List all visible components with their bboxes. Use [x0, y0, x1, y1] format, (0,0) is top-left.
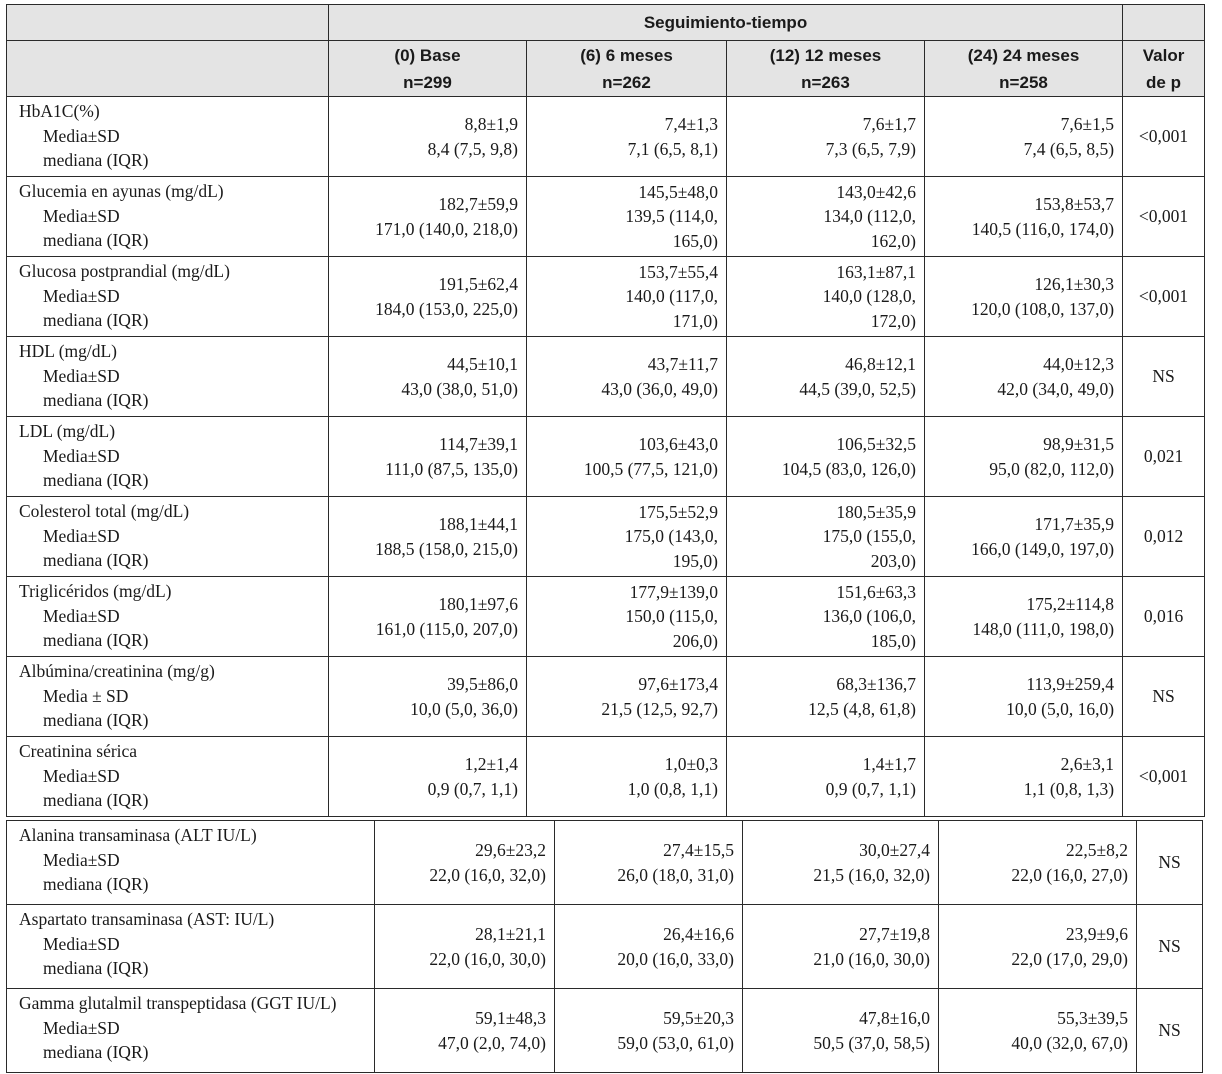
value-line: 22,0 (17,0, 29,0): [1011, 948, 1128, 969]
value-cell: [329, 177, 527, 257]
value-line: 47,0 (2,0, 74,0): [438, 1032, 546, 1053]
value-line: 126,1±30,3: [1034, 274, 1115, 294]
value-line: 113,9±259,4: [1026, 674, 1115, 694]
value-cell: [329, 737, 527, 817]
value-line: 21,5 (12,5, 92,7): [601, 698, 718, 719]
row-sublabel-median: mediana (IQR): [43, 1042, 149, 1062]
row-sublabel-mean: Media±SD: [43, 445, 120, 466]
table-row: [7, 577, 1205, 657]
value-line: 150,0 (115,0,: [625, 606, 718, 627]
row-name: Glucemia en ayunas (mg/dL): [19, 181, 224, 201]
row-sublabel-mean: Media±SD: [43, 605, 120, 626]
value-cell: [939, 989, 1137, 1073]
value-line: 153,7±55,4: [638, 261, 718, 282]
value-cell: [727, 737, 925, 817]
p-value-cell: <0,001: [1123, 737, 1205, 817]
column-header-line1: (12) 12 meses: [769, 45, 882, 65]
value-cell: [329, 497, 527, 577]
value-line: 42,0 (34,0, 49,0): [997, 378, 1115, 399]
value-line: 1,1 (0,8, 1,3): [1023, 778, 1115, 799]
value-cell: [727, 417, 925, 497]
p-value-cell: <0,001: [1123, 177, 1205, 257]
row-sublabel-mean: Media ± SD: [43, 685, 129, 706]
row-sublabel-median: mediana (IQR): [43, 310, 149, 330]
row-label-cell: [7, 821, 375, 905]
value-cell: [527, 417, 727, 497]
value-line: 26,0 (18,0, 31,0): [617, 864, 734, 885]
column-header-line2: n=258: [999, 72, 1048, 92]
value-line: 175,2±114,8: [1026, 594, 1115, 614]
value-line: 184,0 (153,0, 225,0): [375, 298, 518, 319]
row-sublabel-median: mediana (IQR): [43, 470, 149, 490]
value-line: 180,5±35,9: [836, 501, 916, 522]
value-line: 188,5 (158,0, 215,0): [375, 538, 518, 559]
column-header-line2: n=262: [602, 72, 651, 92]
value-cell: [925, 417, 1123, 497]
value-line: 8,4 (7,5, 9,8): [427, 138, 518, 159]
value-line: 44,5±10,1: [447, 354, 518, 374]
value-line: 22,0 (16,0, 30,0): [429, 948, 546, 969]
column-header-12-meses: [727, 41, 925, 97]
table-row: [7, 417, 1205, 497]
column-header-line2: de p: [1146, 72, 1181, 92]
row-name: Aspartato transaminasa (AST: IU/L): [19, 909, 275, 929]
p-value-cell: NS: [1123, 657, 1205, 737]
value-cell: [743, 821, 939, 905]
row-label-cell: [7, 417, 329, 497]
value-line: 39,5±86,0: [447, 674, 518, 694]
value-cell: [925, 657, 1123, 737]
value-line: 1,0 (0,8, 1,1): [627, 778, 718, 799]
row-name: Gamma glutalmil transpeptidasa (GGT IU/L): [19, 993, 337, 1013]
row-sublabel-median: mediana (IQR): [43, 790, 149, 810]
value-cell: [329, 97, 527, 177]
column-header-p-value: [1123, 41, 1205, 97]
value-cell: [727, 97, 925, 177]
value-cell: [727, 577, 925, 657]
value-line: 182,7±59,9: [438, 194, 518, 214]
value-cell: [527, 737, 727, 817]
value-line: 171,0 (140,0, 218,0): [375, 218, 518, 239]
value-line: 180,1±97,6: [438, 594, 518, 614]
value-cell: [743, 989, 939, 1073]
value-line: 136,0 (106,0,: [822, 606, 916, 627]
p-value-cell: NS: [1137, 821, 1203, 905]
value-cell: [329, 417, 527, 497]
value-cell: [925, 577, 1123, 657]
table-row: [7, 177, 1205, 257]
row-sublabel-mean: Media±SD: [43, 525, 120, 546]
header-corner-cell: [7, 5, 329, 41]
row-name: Triglicéridos (mg/dL): [19, 581, 172, 601]
value-cell: [939, 905, 1137, 989]
value-line: 153,8±53,7: [1034, 194, 1115, 214]
value-line: 59,0 (53,0, 61,0): [617, 1032, 734, 1053]
p-value-cell: NS: [1123, 337, 1205, 417]
value-line: 47,8±16,0: [859, 1008, 930, 1028]
value-line: 100,5 (77,5, 121,0): [583, 458, 718, 479]
row-sublabel-median: mediana (IQR): [43, 958, 149, 978]
value-cell: [375, 989, 555, 1073]
value-line: 140,5 (116,0, 174,0): [971, 218, 1115, 239]
table-row: [7, 657, 1205, 737]
p-value-cell: <0,001: [1123, 257, 1205, 337]
value-line: 43,0 (38,0, 51,0): [401, 378, 518, 399]
value-line: 7,6±1,7: [862, 114, 916, 134]
row-label-cell: [7, 737, 329, 817]
row-sublabel-median: mediana (IQR): [43, 230, 149, 250]
row-name: Albúmina/creatinina (mg/g): [19, 661, 215, 681]
row-label-cell: [7, 97, 329, 177]
value-cell: [555, 905, 743, 989]
value-line: 12,5 (4,8, 61,8): [808, 698, 916, 719]
value-line: 1,2±1,4: [464, 754, 518, 774]
value-line: 97,6±173,4: [638, 674, 718, 694]
value-cell: [329, 337, 527, 417]
value-line: 185,0): [870, 630, 916, 651]
value-cell: [925, 737, 1123, 817]
value-line: 166,0 (149,0, 197,0): [971, 538, 1115, 559]
row-name: HDL (mg/dL): [19, 341, 118, 361]
row-sublabel-median: mediana (IQR): [43, 874, 149, 894]
header-label-cell: [7, 41, 329, 97]
value-line: 0,9 (0,7, 1,1): [427, 778, 518, 799]
header-blank-cell: [1123, 5, 1205, 41]
value-line: 171,0): [672, 310, 718, 331]
value-line: 44,0±12,3: [1043, 354, 1115, 374]
p-value-cell: <0,001: [1123, 97, 1205, 177]
value-line: 161,0 (115,0, 207,0): [375, 618, 518, 639]
value-line: 162,0): [870, 230, 916, 251]
value-cell: [925, 337, 1123, 417]
row-name: Alanina transaminasa (ALT IU/L): [19, 825, 257, 845]
value-cell: [727, 337, 925, 417]
value-line: 203,0): [870, 550, 916, 571]
value-cell: [727, 497, 925, 577]
value-cell: [555, 821, 743, 905]
value-line: 10,0 (5,0, 16,0): [1006, 698, 1115, 719]
value-line: 175,5±52,9: [638, 501, 718, 522]
liver-enzymes-table: [6, 820, 1203, 1073]
value-line: 7,4±1,3: [664, 114, 718, 134]
column-header-line1: (0) Base: [394, 45, 461, 65]
value-cell: [527, 657, 727, 737]
value-line: 20,0 (16,0, 33,0): [617, 948, 734, 969]
row-sublabel-mean: Media±SD: [43, 365, 120, 386]
value-line: 43,7±11,7: [647, 354, 718, 374]
row-label-cell: [7, 337, 329, 417]
value-cell: [527, 497, 727, 577]
value-line: 22,5±8,2: [1065, 840, 1128, 860]
value-line: 21,5 (16,0, 32,0): [813, 864, 930, 885]
column-header-line1: (24) 24 meses: [967, 45, 1080, 65]
value-cell: [925, 497, 1123, 577]
p-value-cell: 0,016: [1123, 577, 1205, 657]
value-line: 59,1±48,3: [475, 1008, 546, 1028]
value-cell: [925, 257, 1123, 337]
column-header-line2: n=263: [801, 72, 850, 92]
value-cell: [329, 257, 527, 337]
row-label-cell: [7, 989, 375, 1073]
value-line: 50,5 (37,0, 58,5): [813, 1032, 930, 1053]
table-row: [7, 497, 1205, 577]
value-line: 68,3±136,7: [836, 674, 916, 694]
row-label-cell: [7, 657, 329, 737]
value-cell: [527, 97, 727, 177]
value-line: 195,0): [672, 550, 718, 571]
value-line: 172,0): [870, 310, 916, 331]
p-value-cell: NS: [1137, 989, 1203, 1073]
value-line: 188,1±44,1: [438, 514, 518, 534]
value-line: 114,7±39,1: [439, 434, 518, 454]
value-line: 143,0±42,6: [836, 181, 916, 202]
value-line: 148,0 (111,0, 198,0): [972, 618, 1115, 639]
value-line: 106,5±32,5: [836, 434, 916, 454]
value-line: 23,9±9,6: [1065, 924, 1128, 944]
value-cell: [329, 577, 527, 657]
row-sublabel-mean: Media±SD: [43, 125, 120, 146]
value-line: 26,4±16,6: [663, 924, 734, 944]
value-line: 111,0 (87,5, 135,0): [385, 458, 518, 479]
value-line: 98,9±31,5: [1043, 434, 1115, 454]
value-line: 206,0): [672, 630, 718, 651]
value-cell: [527, 257, 727, 337]
value-line: 7,6±1,5: [1060, 114, 1115, 134]
column-header-line1: (6) 6 meses: [580, 45, 673, 65]
value-cell: [375, 821, 555, 905]
table-row: [7, 257, 1205, 337]
value-line: 46,8±12,1: [845, 354, 916, 374]
table-row: [7, 97, 1205, 177]
value-cell: [329, 657, 527, 737]
value-line: 40,0 (32,0, 67,0): [1011, 1032, 1128, 1053]
value-cell: [743, 905, 939, 989]
value-cell: [555, 989, 743, 1073]
column-header-line1: Valor: [1142, 45, 1185, 65]
value-cell: [925, 177, 1123, 257]
value-line: 95,0 (82,0, 112,0): [989, 458, 1115, 479]
row-label-cell: [7, 177, 329, 257]
value-line: 30,0±27,4: [859, 840, 930, 860]
row-label-cell: [7, 257, 329, 337]
value-line: 120,0 (108,0, 137,0): [971, 298, 1115, 319]
row-sublabel-mean: Media±SD: [43, 765, 120, 786]
value-line: 55,3±39,5: [1057, 1008, 1128, 1028]
row-name: Creatinina sérica: [19, 741, 138, 761]
value-line: 22,0 (16,0, 32,0): [429, 864, 546, 885]
row-sublabel-median: mediana (IQR): [43, 550, 149, 570]
value-line: 151,6±63,3: [836, 581, 916, 602]
table-row: [7, 905, 1203, 989]
value-cell: [939, 821, 1137, 905]
row-name: Glucosa postprandial (mg/dL): [19, 261, 230, 281]
row-sublabel-mean: Media±SD: [43, 285, 120, 306]
row-sublabel-median: mediana (IQR): [43, 710, 149, 730]
value-line: 7,4 (6,5, 8,5): [1023, 138, 1115, 159]
value-line: 145,5±48,0: [638, 181, 718, 202]
value-line: 0,9 (0,7, 1,1): [825, 778, 916, 799]
value-line: 175,0 (143,0,: [624, 526, 718, 547]
value-line: 28,1±21,1: [475, 924, 546, 944]
table-row: [7, 337, 1205, 417]
row-label-cell: [7, 497, 329, 577]
value-line: 104,5 (83,0, 126,0): [781, 458, 916, 479]
row-sublabel-mean: Media±SD: [43, 933, 120, 954]
value-line: 1,4±1,7: [862, 754, 916, 774]
value-line: 163,1±87,1: [836, 261, 916, 282]
value-line: 2,6±3,1: [1060, 754, 1115, 774]
value-line: 10,0 (5,0, 36,0): [410, 698, 518, 719]
row-name: Colesterol total (mg/dL): [19, 501, 190, 521]
value-cell: [727, 657, 925, 737]
value-line: 21,0 (16,0, 30,0): [813, 948, 930, 969]
column-header-base: [329, 41, 527, 97]
row-sublabel-median: mediana (IQR): [43, 390, 149, 410]
value-line: 44,5 (39,0, 52,5): [799, 378, 916, 399]
value-line: 29,6±23,2: [475, 840, 546, 860]
value-cell: [527, 577, 727, 657]
p-value-cell: 0,021: [1123, 417, 1205, 497]
value-line: 1,0±0,3: [664, 754, 718, 774]
row-sublabel-mean: Media±SD: [43, 1017, 120, 1038]
row-sublabel-mean: Media±SD: [43, 205, 120, 226]
row-name: LDL (mg/dL): [19, 421, 116, 441]
value-cell: [727, 177, 925, 257]
table-row: [7, 989, 1203, 1073]
value-line: 140,0 (128,0,: [822, 286, 916, 307]
value-line: 59,5±20,3: [663, 1008, 734, 1028]
group-header: Seguimiento-tiempo: [329, 5, 1123, 41]
value-line: 171,7±35,9: [1034, 514, 1115, 534]
value-line: 134,0 (112,0,: [823, 206, 916, 227]
value-line: 177,9±139,0: [629, 581, 718, 602]
value-cell: [527, 337, 727, 417]
row-sublabel-median: mediana (IQR): [43, 150, 149, 170]
value-line: 7,1 (6,5, 8,1): [627, 138, 718, 159]
column-header-24-meses: [925, 41, 1123, 97]
value-cell: [925, 97, 1123, 177]
row-sublabel-median: mediana (IQR): [43, 630, 149, 650]
p-value-cell: NS: [1137, 905, 1203, 989]
row-label-cell: [7, 905, 375, 989]
value-line: 191,5±62,4: [438, 274, 518, 294]
lab-results-table: [6, 4, 1205, 817]
value-line: 165,0): [672, 230, 718, 251]
value-cell: [375, 905, 555, 989]
value-line: 139,5 (114,0,: [625, 206, 718, 227]
value-cell: [727, 257, 925, 337]
value-line: 7,3 (6,5, 7,9): [825, 138, 916, 159]
value-cell: [527, 177, 727, 257]
column-header-6-meses: [527, 41, 727, 97]
table-row: [7, 737, 1205, 817]
column-header-line2: n=299: [403, 72, 452, 92]
value-line: 175,0 (155,0,: [822, 526, 916, 547]
table-row: [7, 821, 1203, 905]
p-value-cell: 0,012: [1123, 497, 1205, 577]
row-sublabel-mean: Media±SD: [43, 849, 120, 870]
value-line: 22,0 (16,0, 27,0): [1011, 864, 1128, 885]
value-line: 8,8±1,9: [464, 114, 518, 134]
value-line: 27,7±19,8: [859, 924, 930, 944]
row-name: HbA1C(%): [19, 101, 100, 121]
value-line: 43,0 (36,0, 49,0): [601, 378, 718, 399]
row-label-cell: [7, 577, 329, 657]
value-line: 27,4±15,5: [663, 840, 734, 860]
value-line: 103,6±43,0: [638, 434, 718, 454]
value-line: 140,0 (117,0,: [625, 286, 718, 307]
